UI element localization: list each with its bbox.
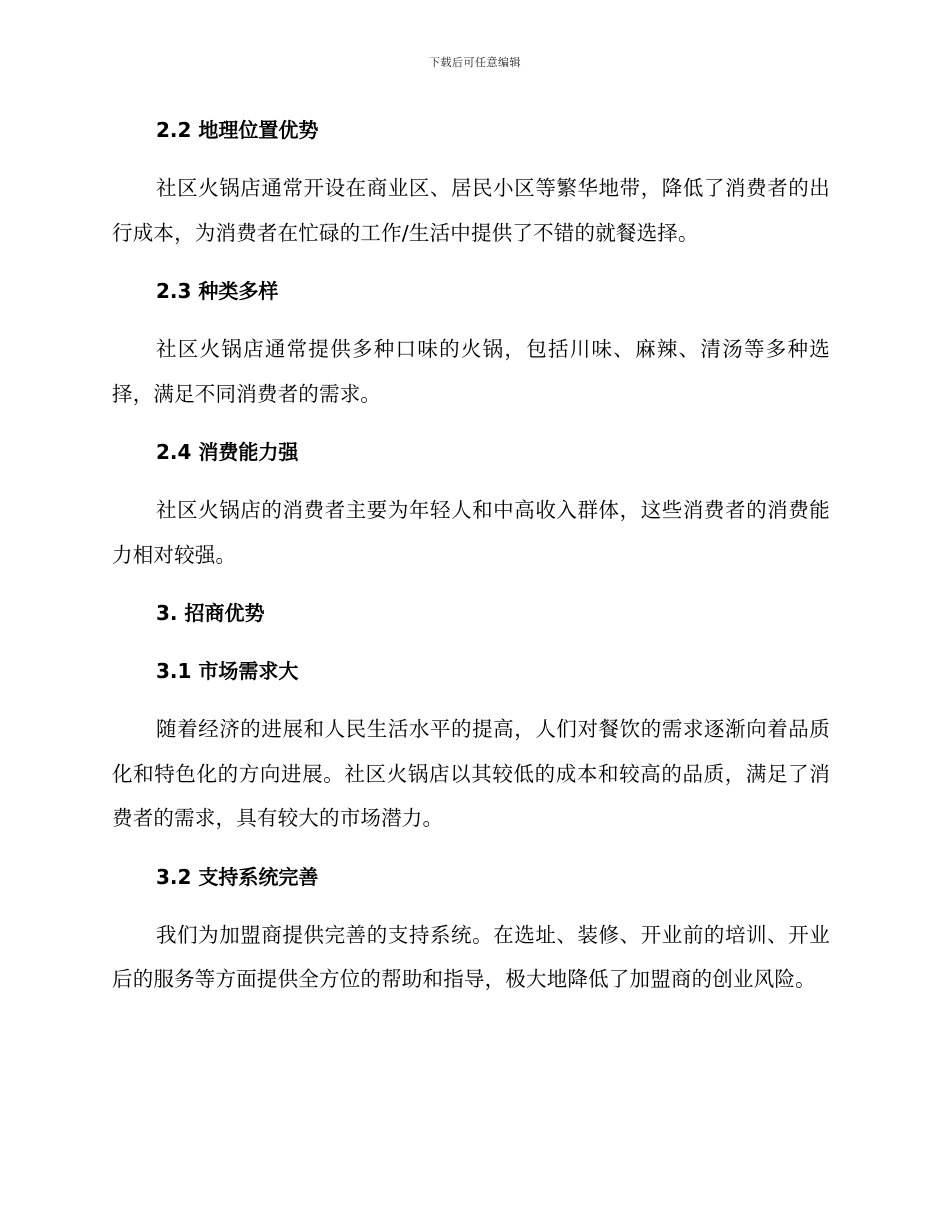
section-heading-2-2: 2.2 地理位置优势 [156, 118, 319, 142]
section-heading-2-3: 2.3 种类多样 [156, 279, 279, 303]
section-paragraph-2-4: 社区火锅店的消费者主要为年轻人和中高收入群体，这些消费者的消费能力相对较强。 [112, 498, 830, 567]
section-heading-3-1: 3.1 市场需求大 [156, 659, 299, 683]
section-paragraph-3-2: 我们为加盟商提供完善的支持系统。在选址、装修、开业前的培训、开业后的服务等方面提供全方位的帮助和指导，极大地降低了加盟商的创业风险。 [112, 922, 830, 991]
page-header-note: 下载后可任意编辑 [429, 56, 521, 69]
section-heading-2-4: 2.4 消费能力强 [156, 440, 299, 464]
section-heading-3: 3. 招商优势 [156, 601, 265, 625]
section-paragraph-2-2: 社区火锅店通常开设在商业区、居民小区等繁华地带，降低了消费者的出行成本，为消费者在忙碌的工作/生活中提供了不错的就餐选择。 [112, 176, 830, 245]
section-heading-3-2: 3.2 支持系统完善 [156, 864, 319, 889]
document-body [112, 108, 830, 1016]
section-paragraph-3-1: 随着经济的进展和人民生活水平的提高，人们对餐饮的需求逐渐向着品质化和特色化的方向进展。社区火锅店以其较低的成本和较高的品质，满足了消费者的需求，具有较大的市场潜力。 [112, 717, 830, 830]
section-paragraph-2-3: 社区火锅店通常提供多种口味的火锅，包括川味、麻辣、清汤等多种选择，满足不同消费者的需求。 [112, 337, 830, 406]
